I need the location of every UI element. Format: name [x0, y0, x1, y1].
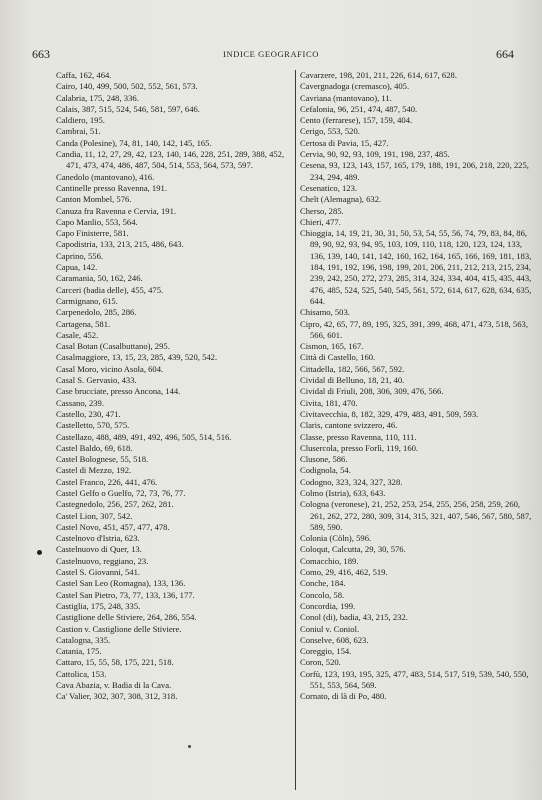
index-entry: Coloqut, Calcutta, 29, 30, 576. — [300, 544, 406, 555]
index-entry: Capo Finisterre, 581. — [56, 228, 129, 239]
index-entry: Calabria, 175, 248, 336. — [56, 92, 139, 103]
index-entry: Cava Abazia, v. Badia di la Cava. — [56, 680, 172, 691]
index-entry: Chioggia, 14, 19, 21, 30, 31, 50, 53, 54, 55, 56, 74, 79, 83, 84, 86, 89, 90, 92, 93, 94, 95, 103, 109, 110, 118, 120, 123, 124, 133, 136, 139, 140, 141, 142, 160, 162, 164, 165, 166, 169, 181, 183, 184, 191, 192, 196, 198, 199, 201, 206, 211, 212, 213, 215, 234, 239, 242, 250, 272, 273, 285, 314, 324, 334, 404, 415, 435, 443, 476, 485, 524, 525, 540, 545, 561, 572, 614, 617, 628, 634, 635, 644. — [300, 228, 532, 306]
index-entry: Castiglia, 175, 248, 335. — [56, 600, 141, 611]
index-entry: Castel San Leo (Romagna), 133, 136. — [56, 578, 186, 589]
index-entry: Calais, 387, 515, 524, 546, 581, 597, 646. — [56, 103, 200, 114]
index-entry: Conol (di), badia, 43, 215, 232. — [300, 612, 408, 623]
index-entry: Cervia, 90, 92, 93, 109, 191, 198, 237, 485. — [300, 149, 450, 160]
index-entry: Carmignano, 615. — [56, 295, 118, 306]
index-entry: Colonia (Cöln), 596. — [300, 533, 372, 544]
index-entry: Cismon, 165, 167. — [300, 341, 364, 352]
right-column — [300, 70, 536, 703]
index-entry: Civita, 181, 470. — [300, 397, 358, 408]
ink-mark — [37, 550, 42, 555]
index-entry: Cairo, 140, 499, 500, 502, 552, 561, 573. — [56, 81, 198, 92]
index-entry: Colmo (Istria), 633, 643. — [300, 487, 386, 498]
index-entry: Castel San Pietro, 73, 77, 133, 136, 177. — [56, 589, 195, 600]
index-entry: Cantinelle presso Ravenna, 191. — [56, 182, 167, 193]
index-entry: Cento (ferrarese), 157, 159, 404. — [300, 115, 413, 126]
index-entry: Castellazo, 488, 489, 491, 492, 496, 505, 514, 516. — [56, 431, 232, 442]
running-title: INDICE GEOGRAFICO — [223, 49, 319, 59]
index-entry: Castiglione delle Stiviere, 264, 286, 554. — [56, 612, 197, 623]
index-entry: Castion v. Castiglione delle Stiviere. — [56, 623, 182, 634]
index-entry: Codignola, 54. — [300, 465, 351, 476]
index-entry: Classe, presso Ravenna, 110, 111. — [300, 431, 417, 442]
index-entry: Ca' Valier, 302, 307, 308, 312, 318. — [56, 691, 178, 702]
index-entry: Coreggio, 154. — [300, 646, 352, 657]
index-entry: Cambrai, 51. — [56, 126, 101, 137]
index-entry: Cittadella, 182, 566, 567, 592. — [300, 363, 405, 374]
index-entry: Capua, 142. — [56, 262, 98, 273]
column-divider — [295, 70, 296, 790]
page-header — [0, 47, 542, 63]
index-entry: Castel di Mezzo, 192. — [56, 465, 132, 476]
index-entry: Castel Lion, 307, 542. — [56, 510, 133, 521]
index-entry: Castel Novo, 451, 457, 477, 478. — [56, 521, 170, 532]
index-entry: Carceri (badia delle), 455, 475. — [56, 284, 164, 295]
index-entry: Canda (Polesine), 74, 81, 140, 142, 145, 165. — [56, 137, 212, 148]
index-entry: Canuza fra Ravenna e Cervia, 191. — [56, 205, 177, 216]
index-entry: Cologna (veronese), 21, 252, 253, 254, 255, 256, 258, 259, 260, 261, 262, 272, 280, 309, 314, 315, 321, 407, 546, 567, 580, 587, 589, 590. — [300, 499, 532, 532]
index-entry: Cesenatico, 123. — [300, 182, 358, 193]
index-entry: Chieri, 477. — [300, 216, 341, 227]
index-entry: Casal Moro, vicino Asola, 604. — [56, 363, 164, 374]
index-entry: Castello, 230, 471. — [56, 408, 121, 419]
index-entry: Cattaro, 15, 55, 58, 175, 221, 518. — [56, 657, 174, 668]
index-entry: Clusone, 586. — [300, 454, 348, 465]
index-entry: Como, 29, 416, 462, 519. — [300, 567, 388, 578]
index-entry: Catania, 175. — [56, 646, 102, 657]
index-entry: Claris, cantone svizzero, 46. — [300, 420, 398, 431]
left-page-number: 663 — [32, 47, 50, 61]
index-entry: Cerigo, 553, 520. — [300, 126, 360, 137]
index-entry: Caprino, 556. — [56, 250, 104, 261]
index-entry: Comacchio, 189. — [300, 555, 359, 566]
index-entry: Castel Baldo, 69, 618. — [56, 442, 133, 453]
index-entry: Certosa di Pavia, 15, 427. — [300, 137, 389, 148]
index-entry: Concordia, 199. — [300, 600, 356, 611]
index-entry: Carpenedolo, 285, 286. — [56, 307, 137, 318]
index-entry: Cefalonia, 96, 251, 474, 487, 540. — [300, 103, 418, 114]
index-entry: Castelnovo d'Istria, 623. — [56, 533, 140, 544]
index-entry: Cavriana (mantovano), 11. — [300, 92, 392, 103]
index-entry: Case brucciate, presso Ancona, 144. — [56, 386, 181, 397]
index-entry: Capodistria, 133, 213, 215, 486, 643. — [56, 239, 184, 250]
index-entry: Canton Mombel, 576. — [56, 194, 132, 205]
index-entry: Civitavecchia, 8, 182, 329, 479, 483, 491, 509, 593. — [300, 408, 479, 419]
index-entry: Cividal di Friuli, 208, 306, 309, 476, 566. — [300, 386, 444, 397]
index-entry: Codogno, 323, 324, 327, 328. — [300, 476, 403, 487]
right-page-number: 664 — [496, 47, 514, 61]
index-entry: Castel Franco, 226, 441, 476. — [56, 476, 158, 487]
index-entry: Concolo, 58. — [300, 589, 345, 600]
index-entry: Chelt (Alemagna), 632. — [300, 194, 382, 205]
index-entry: Casale, 452. — [56, 329, 99, 340]
index-entry: Corfù, 123, 193, 195, 325, 477, 483, 514, 517, 519, 539, 540, 550, 551, 553, 564, 569. — [300, 668, 529, 691]
index-entry: Caffa, 162, 464. — [56, 70, 112, 80]
index-entry: Casal S. Gervasio, 433. — [56, 375, 137, 386]
index-entry: Castel Bolognese, 55, 518. — [56, 454, 149, 465]
left-column — [56, 70, 286, 703]
index-entry: Castelnuovo di Quer, 13. — [56, 544, 142, 555]
index-entry: Clusercola, presso Forlì, 119, 160. — [300, 442, 419, 453]
index-entry: Castelnuovo, reggiano, 23. — [56, 555, 149, 566]
index-entry: Caramania, 50, 162, 246. — [56, 273, 143, 284]
index-entry: Canedolo (mantovano), 416. — [56, 171, 155, 182]
index-entry: Coron, 520. — [300, 657, 341, 668]
index-entry: Catalogna, 335. — [56, 634, 111, 645]
index-entry: Coniul v. Coniol. — [300, 623, 360, 634]
index-entry: Cavarzere, 198, 201, 211, 226, 614, 617, 628. — [300, 70, 457, 80]
index-entry: Castel S. Giovanni, 541. — [56, 567, 141, 578]
index-entry: Cattolica, 153. — [56, 668, 107, 679]
index-entry: Caldiero, 195. — [56, 115, 105, 126]
index-entry: Conselve, 608, 623. — [300, 634, 369, 645]
index-entry: Cividal di Belluno, 18, 21, 40. — [300, 375, 405, 386]
index-entry: Cartagena, 581. — [56, 318, 111, 329]
index-entry: Casal Botan (Casalbuttano), 295. — [56, 341, 170, 352]
index-entry: Casalmaggiore, 13, 15, 23, 285, 439, 520, 542. — [56, 352, 218, 363]
index-entry: Cornato, di là di Po, 480. — [300, 691, 387, 702]
index-entry: Castel Gelfo o Guelfo, 72, 73, 76, 77. — [56, 487, 186, 498]
index-entry: Chisamo, 503. — [300, 307, 350, 318]
index-entry: Cavergnadoga (cremasco), 405. — [300, 81, 410, 92]
index-entry: Cipro, 42, 65, 77, 89, 195, 325, 391, 399, 468, 471, 473, 518, 563, 566, 601. — [300, 318, 528, 340]
index-entry: Conche, 184. — [300, 578, 346, 589]
index-entry: Cesena, 93, 123, 143, 157, 165, 179, 188, 191, 206, 218, 220, 225, 234, 294, 489. — [300, 160, 529, 182]
ink-speck — [188, 745, 191, 748]
index-entry: Capo Manlio, 553, 564. — [56, 216, 138, 227]
index-entry: Castegnedolo, 256, 257, 262, 281. — [56, 499, 174, 510]
index-entry: Castelletto, 570, 575. — [56, 420, 130, 431]
index-entry: Cassano, 239. — [56, 397, 104, 408]
index-entry: Città di Castello, 160. — [300, 352, 376, 363]
index-entry: Candia, 11, 12, 27, 29, 42, 123, 140, 146, 228, 251, 289, 388, 452, 471, 473, 474, 486, 487, 504, 514, 553, 564, 573, 597. — [56, 149, 285, 171]
index-entry: Cherso, 285. — [300, 205, 344, 216]
